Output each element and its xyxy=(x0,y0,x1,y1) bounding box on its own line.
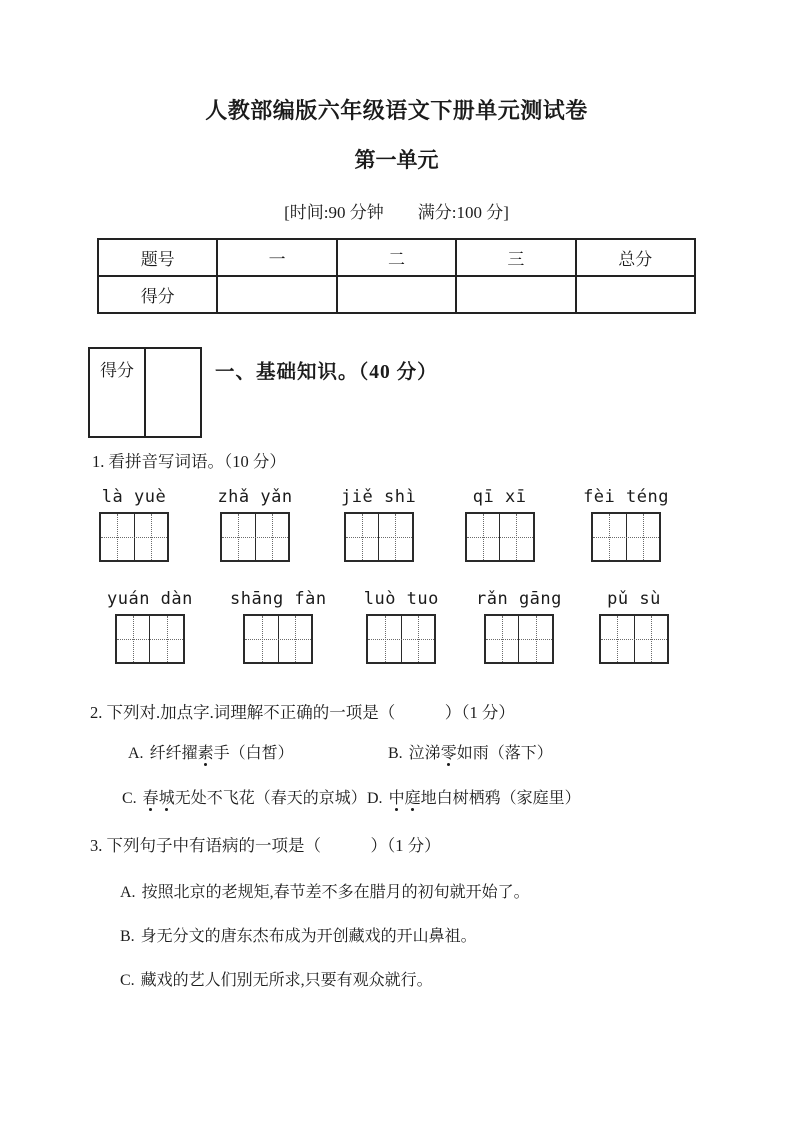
pinyin-group-jie-shi xyxy=(341,487,416,562)
option-label: A. xyxy=(128,745,144,762)
question3-option-b xyxy=(120,923,477,946)
writing-grid-box xyxy=(465,512,535,562)
question2-option-d xyxy=(367,785,581,808)
writing-grid-cell xyxy=(593,514,626,560)
writing-grid-cell xyxy=(149,616,183,662)
writing-grid-box xyxy=(599,614,669,664)
writing-grid-box xyxy=(243,614,313,664)
option-label: D. xyxy=(367,790,383,807)
pinyin-group-la-yue xyxy=(99,487,169,562)
pinyin-group-ran-gang xyxy=(476,589,562,664)
pinyin-group-qi-xi xyxy=(465,487,535,562)
section-score-box xyxy=(88,347,202,438)
pinyin-label: yuán dàn xyxy=(107,589,193,609)
question2-option-a xyxy=(128,740,294,763)
pinyin-group-shang-fan xyxy=(230,589,327,664)
option-text: 泣涕零如雨（落下） xyxy=(409,745,553,762)
score-table-header-part1: 一 xyxy=(217,239,336,276)
question3-option-c xyxy=(120,967,433,990)
question2-stem: 2. 下列对.加点字.词理解不正确的一项是（ ）（1 分） xyxy=(90,703,515,722)
writing-grid-cell xyxy=(486,616,519,662)
question2-option-b xyxy=(388,740,553,763)
writing-grid-cell xyxy=(245,616,278,662)
pinyin-label: là yuè xyxy=(101,487,167,507)
writing-grid-cell xyxy=(101,514,134,560)
score-table-header-question: 题号 xyxy=(98,239,217,276)
writing-grid-cell xyxy=(222,514,255,560)
option-text: 藏戏的艺人们别无所求,只要有观众就行。 xyxy=(140,972,433,989)
writing-grid-cell xyxy=(134,514,168,560)
writing-grid-cell xyxy=(255,514,289,560)
writing-grid-cell xyxy=(368,616,401,662)
pinyin-label: zhǎ yǎn xyxy=(217,487,293,507)
pinyin-label: shāng fàn xyxy=(230,589,327,609)
document-title: 人教部编版六年级语文下册单元测试卷 xyxy=(205,98,588,123)
writing-grid-cell xyxy=(626,514,660,560)
pinyin-group-fei-teng xyxy=(583,487,669,562)
option-text: 春城无处不飞花（春天的京城） xyxy=(143,790,367,807)
pinyin-label: luò tuo xyxy=(363,589,439,609)
pinyin-grid-row-2 xyxy=(107,589,669,664)
section-score-box-label: 得分 xyxy=(90,349,146,436)
unit-title: 第一单元 xyxy=(354,148,439,172)
pinyin-label: jiě shì xyxy=(341,487,417,507)
time-and-score-line: [时间:90 分钟 满分:100 分] xyxy=(284,203,509,222)
section-score-box-value xyxy=(146,349,200,436)
score-table-score-row xyxy=(98,276,695,313)
writing-grid-cell xyxy=(346,514,379,560)
writing-grid-cell xyxy=(634,616,668,662)
pinyin-group-zha-yan xyxy=(217,487,292,562)
score-table-header-total: 总分 xyxy=(576,239,695,276)
option-text: 按照北京的老规矩,春节差不多在腊月的初旬就开始了。 xyxy=(141,884,530,901)
option-label: C. xyxy=(120,972,135,989)
score-table-header-part2: 二 xyxy=(337,239,456,276)
pinyin-label: fèi téng xyxy=(583,487,669,507)
writing-grid-cell xyxy=(401,616,435,662)
writing-grid-cell xyxy=(601,616,634,662)
score-summary-table xyxy=(97,238,696,314)
score-cell-total xyxy=(576,276,695,313)
option-label: B. xyxy=(120,928,135,945)
writing-grid-cell xyxy=(117,616,150,662)
score-table-header-row xyxy=(98,239,695,276)
pinyin-group-pu-su xyxy=(599,589,669,664)
pinyin-label: pǔ sù xyxy=(607,589,661,609)
writing-grid-box xyxy=(366,614,436,664)
writing-grid-cell xyxy=(378,514,412,560)
pinyin-group-luo-tuo xyxy=(364,589,439,664)
writing-grid-box xyxy=(99,512,169,562)
option-label: B. xyxy=(388,745,403,762)
writing-grid-cell xyxy=(518,616,552,662)
pinyin-group-yuan-dan xyxy=(107,589,193,664)
score-cell-part3 xyxy=(456,276,575,313)
writing-grid-box xyxy=(591,512,661,562)
writing-grid-box xyxy=(484,614,554,664)
writing-grid-cell xyxy=(467,514,500,560)
writing-grid-cell xyxy=(499,514,533,560)
question3-stem: 3. 下列句子中有语病的一项是（ ）（1 分） xyxy=(90,836,441,855)
writing-grid-box xyxy=(115,614,185,664)
score-cell-part2 xyxy=(337,276,456,313)
pinyin-grid-row-1 xyxy=(99,487,669,562)
pinyin-label: rǎn gāng xyxy=(476,589,562,609)
option-text: 纤纤擢素手（白皙） xyxy=(150,745,294,762)
score-cell-part1 xyxy=(217,276,336,313)
writing-grid-cell xyxy=(278,616,312,662)
question3-option-a xyxy=(120,879,530,902)
option-text: 身无分文的唐东杰布成为开创藏戏的开山鼻祖。 xyxy=(140,928,477,945)
option-text: 中庭地白树栖鸦（家庭里） xyxy=(389,790,581,807)
question2-option-c xyxy=(122,785,367,808)
pinyin-label: qī xī xyxy=(472,487,527,507)
writing-grid-box xyxy=(220,512,290,562)
score-row-label: 得分 xyxy=(98,276,217,313)
writing-grid-box xyxy=(344,512,414,562)
score-table-header-part3: 三 xyxy=(456,239,575,276)
option-label: A. xyxy=(120,884,136,901)
section-one-heading: 一、基础知识。（40 分） xyxy=(215,362,438,383)
question1-stem: 1. 看拼音写词语。（10 分） xyxy=(92,452,286,471)
option-label: C. xyxy=(122,790,137,807)
